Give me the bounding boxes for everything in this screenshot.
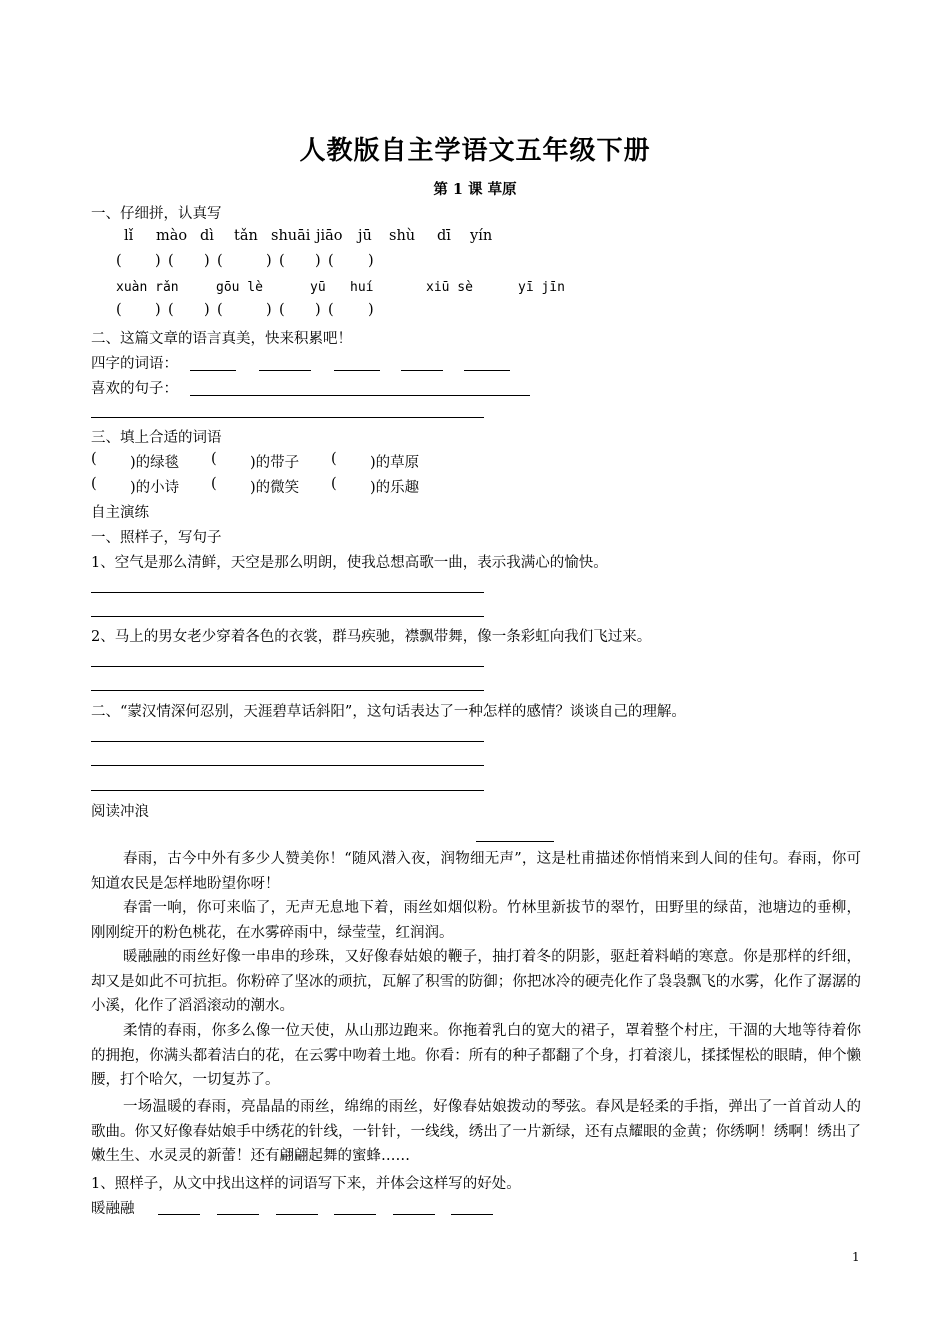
section1-heading: 一、仔细拼，认真写 <box>91 206 222 222</box>
section3-heading: 三、填上合适的词语 <box>91 430 222 446</box>
pinyin: dì <box>200 228 214 244</box>
reading-heading: 阅读冲浪 <box>91 804 149 820</box>
passage-paragraph: 春雷一响，你可来临了，无声无息地下着，雨丝如烟似粉。竹林里新拔节的翠竹，田野里的绿苗，池塘边的垂柳，刚刚绽开的粉色桃花，在水雾碎雨中，绿莹莹，红润润。 <box>91 900 861 941</box>
paren-close: ) <box>155 302 161 318</box>
paren-open: ( <box>168 253 174 269</box>
pinyin: xuàn rǎn <box>116 280 179 295</box>
answer-line[interactable] <box>91 690 484 691</box>
pinyin: yū <box>310 280 326 295</box>
answer-blank[interactable] <box>393 1214 435 1215</box>
answer-line[interactable] <box>91 666 484 667</box>
paren-open: ( <box>168 302 174 318</box>
paren-open: ( <box>211 476 217 492</box>
pinyin: jū <box>358 228 372 244</box>
passage-title-blank[interactable] <box>476 841 554 842</box>
answer-blank[interactable] <box>334 1214 376 1215</box>
paren-open: ( <box>331 451 337 467</box>
pinyin: huí <box>350 280 374 295</box>
answer-line[interactable] <box>91 765 484 766</box>
answer-line[interactable] <box>91 592 484 593</box>
paren-open: ( <box>217 253 223 269</box>
practice-q1-item-1: 1、空气是那么清鲜，天空是那么明朗，使我总想高歌一曲，表示我满心的愉快。 <box>91 555 608 571</box>
four-char-words-label: 四字的词语： <box>91 356 178 372</box>
favorite-sentence-label: 喜欢的句子： <box>91 381 178 397</box>
pinyin: tǎn <box>234 228 258 244</box>
answer-blank[interactable] <box>190 370 236 371</box>
answer-blank[interactable] <box>334 370 380 371</box>
fill-phrase: )的小诗 <box>130 480 180 496</box>
paren-open: ( <box>91 451 97 467</box>
pinyin: lǐ <box>124 228 134 244</box>
paren-close: ) <box>315 253 321 269</box>
paren-open: ( <box>116 253 122 269</box>
pinyin: yī jīn <box>518 280 565 295</box>
answer-blank[interactable] <box>451 1214 493 1215</box>
answer-line[interactable] <box>190 395 530 396</box>
passage-paragraph: 春雨，古今中外有多少人赞美你！“随风潜入夜，润物细无声”，这是杜甫描述你悄悄来到人间的佳句。春雨，你可知道农民是怎样地盼望你呀！ <box>91 851 861 892</box>
paren-open: ( <box>328 253 334 269</box>
passage-paragraph: 一场温暖的春雨，亮晶晶的雨丝，绵绵的雨丝，好像春姑娘拨动的琴弦。春风是轻柔的手指，弹出了一首首动人的歌曲。你又好像春姑娘手中绣花的针线，一针针，一线线，绣出了一片新绿，还有点耀眼的金黄；你绣啊！绣啊！绣出了嫩生生、水灵灵的新蕾！还有翩翩起舞的蜜蜂…… <box>91 1099 861 1164</box>
paren-close: ) <box>204 302 210 318</box>
paren-open: ( <box>279 253 285 269</box>
answer-line[interactable] <box>91 790 484 791</box>
paren-close: ) <box>155 253 161 269</box>
lesson-title: 第 1 课 草原 <box>433 181 517 198</box>
reading-q1-example: 暖融融 <box>91 1201 135 1217</box>
practice-q2: 二、“蒙汉情深何忍别，天涯碧草话斜阳”，这句话表达了一种怎样的感情？谈谈自己的理解。 <box>91 704 686 720</box>
paren-close: ) <box>266 302 272 318</box>
paren-close: ) <box>368 302 374 318</box>
answer-blank[interactable] <box>217 1214 259 1215</box>
answer-blank[interactable] <box>158 1214 200 1215</box>
pinyin: mào <box>156 228 188 244</box>
paren-open: ( <box>331 476 337 492</box>
page-number: 1 <box>852 1250 860 1264</box>
practice-q1-heading: 一、照样子，写句子 <box>91 530 222 546</box>
paren-open: ( <box>217 302 223 318</box>
paren-open: ( <box>116 302 122 318</box>
answer-blank[interactable] <box>276 1214 318 1215</box>
practice-q1-item-2: 2、马上的男女老少穿着各色的衣裳，群马疾驰，襟飘带舞，像一条彩虹向我们飞过来。 <box>91 629 652 645</box>
section2-heading: 二、这篇文章的语言真美，快来积累吧！ <box>91 331 352 347</box>
answer-line[interactable] <box>91 616 484 617</box>
paren-close: ) <box>368 253 374 269</box>
pinyin: shù <box>389 228 416 244</box>
paren-close: ) <box>266 253 272 269</box>
pinyin: gōu lè <box>216 280 263 295</box>
reading-q1: 1、照样子，从文中找出这样的词语写下来，并体会这样写的好处。 <box>91 1176 521 1192</box>
fill-phrase: )的微笑 <box>250 480 300 496</box>
page-title: 人教版自主学语文五年级下册 <box>299 136 651 166</box>
practice-heading: 自主演练 <box>91 505 149 521</box>
answer-blank[interactable] <box>401 370 443 371</box>
fill-phrase: )的带子 <box>250 455 300 471</box>
fill-phrase: )的绿毯 <box>130 455 180 471</box>
paren-open: ( <box>279 302 285 318</box>
paren-open: ( <box>211 451 217 467</box>
fill-phrase: )的草原 <box>370 455 420 471</box>
paren-open: ( <box>328 302 334 318</box>
answer-line[interactable] <box>91 417 484 418</box>
paren-close: ) <box>204 253 210 269</box>
pinyin: xiū sè <box>426 280 473 295</box>
paren-close: ) <box>315 302 321 318</box>
pinyin: dī <box>437 228 451 244</box>
pinyin: shuāi <box>271 228 311 244</box>
answer-blank[interactable] <box>464 370 510 371</box>
pinyin: yín <box>470 228 493 244</box>
pinyin: jiāo <box>316 228 343 244</box>
fill-phrase: )的乐趣 <box>370 480 420 496</box>
paren-open: ( <box>91 476 97 492</box>
answer-blank[interactable] <box>259 370 311 371</box>
answer-line[interactable] <box>91 741 484 742</box>
passage-paragraph: 暖融融的雨丝好像一串串的珍珠，又好像春姑娘的鞭子，抽打着冬的阴影，驱赶着料峭的寒意。你是那样的纤细，却又是如此不可抗拒。你粉碎了坚冰的顽抗，瓦解了积雪的防御；你把冰冷的硬壳化作了袅袅飘飞的水雾，化作了潺潺的小溪，化作了滔滔滚动的潮水。 <box>91 949 861 1014</box>
passage-paragraph: 柔情的春雨，你多么像一位天使，从山那边跑来。你拖着乳白的宽大的裙子，罩着整个村庄，干涸的大地等待着你的拥抱，你满头都着洁白的花，在云雾中吻着土地。你看：所有的种子都翻了个身，打着滚儿，揉揉惺松的眼睛，伸个懒腰，打个哈欠，一切复苏了。 <box>91 1023 861 1088</box>
